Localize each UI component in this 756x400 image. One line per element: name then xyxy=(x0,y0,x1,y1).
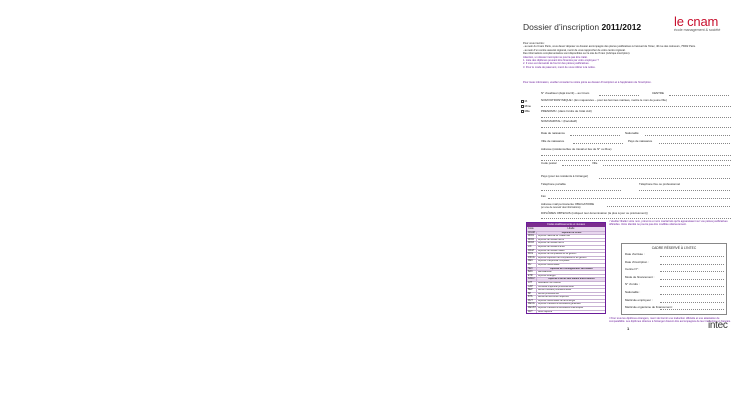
fax-label: Fax xyxy=(541,194,546,198)
birth-date-label: Date de naissance xyxy=(541,131,565,135)
table-row xyxy=(527,285,605,289)
code-cell: ETR xyxy=(527,275,537,278)
warning-line: Pour toute information, veuillez consulter la notice jointe au dossier d’inscription et à l’application de l’inscription. xyxy=(523,81,652,84)
birth-country-field[interactable] xyxy=(659,143,730,144)
reserved-field-line[interactable] xyxy=(660,286,724,287)
checkbox[interactable] xyxy=(521,110,524,113)
table-row xyxy=(527,306,605,310)
reserved-field-line[interactable] xyxy=(660,309,724,310)
label-cell: Diplôme de niveau bac+2 xyxy=(538,238,564,241)
code-cell: DEUST xyxy=(528,307,536,310)
country-field[interactable] xyxy=(599,178,730,179)
reserved-field: Date d’inscription : xyxy=(625,259,649,264)
married-name-label: NOM MARITAL ¹ (Facultatif) xyxy=(541,119,577,123)
code-cell: AUT xyxy=(527,311,537,314)
label-cell: Diplôme de comptabilité et de gestion xyxy=(538,253,577,256)
warning-text xyxy=(523,81,733,84)
code-cell: SEC xyxy=(527,268,537,271)
intec-logo: intec xyxy=(708,320,728,331)
city-field[interactable] xyxy=(603,165,730,166)
label-cell: Autre diplôme xyxy=(538,310,553,313)
postal-code-field[interactable] xyxy=(562,165,590,166)
code-cell: CAP xyxy=(527,286,537,289)
label-cell: Brevet de technicien supérieur xyxy=(538,296,570,299)
email-note: (en vue de recevoir des informations) xyxy=(541,206,581,209)
code-cell: DUT xyxy=(527,300,537,303)
intro-line: - au sein d’un centre associé régional, merci de vous rapprocher de votre centre régional. xyxy=(523,48,626,52)
reserved-field: Nationalité : xyxy=(625,290,641,294)
label-cell: Diplôme étranger xyxy=(538,274,556,277)
label-cell: Diplôme d’études universitaires scientifiques xyxy=(538,307,584,310)
intro-text xyxy=(523,42,733,69)
codes-table-header: Codes établissements et niveaux xyxy=(527,223,605,227)
reserved-field-line[interactable] xyxy=(660,302,724,303)
intro-line: Des informations complémentaires sont disponibles sur le site de l’Intec (rubrique inscription). xyxy=(523,52,631,56)
civility-label: M. xyxy=(524,99,528,103)
label-cell: Diplôme universitaire de technologie xyxy=(538,299,576,302)
birth-country-label: Pays de naissance xyxy=(628,139,653,143)
label-cell: Diplôme d’études universitaires générales xyxy=(538,303,581,306)
civility-label: Mlle xyxy=(524,109,530,113)
page-title xyxy=(523,22,641,32)
firstnames-field[interactable] xyxy=(541,117,731,118)
centre-label: CENTRE xyxy=(652,91,664,95)
label-cell: Diplôme de niveau bac+3 xyxy=(538,242,564,245)
label-cell: Certificat d’aptitude professionnelle xyxy=(538,285,574,288)
code-cell: BTS xyxy=(527,296,537,299)
table-row xyxy=(527,274,605,278)
reserved-field: Mode de financement : xyxy=(625,274,655,279)
code-cell: DAEU xyxy=(527,278,537,281)
country-label: Pays (pour les résidents à l’étranger) xyxy=(541,174,589,178)
code-cell: DEC xyxy=(527,260,537,263)
label-cell: Diplôme national de niveau bac xyxy=(538,235,571,238)
reserved-field-line[interactable] xyxy=(660,264,724,265)
address-field-2[interactable] xyxy=(541,160,731,161)
table-row xyxy=(527,245,605,249)
logo-text: le cnam xyxy=(674,14,719,29)
postal-code-label: Code postal xyxy=(541,161,557,165)
auditor-number-field[interactable] xyxy=(599,95,639,96)
work-phone-label: Téléphone fixe ou professionnel xyxy=(639,182,680,186)
mobile-phone-field[interactable] xyxy=(541,190,621,191)
firstnames-label: PRENOMS ¹ (dans l’ordre de l’état civil) xyxy=(541,109,592,113)
table-row xyxy=(527,249,605,253)
label-cell: Attestation de réussite xyxy=(538,281,561,284)
intro-line: 2. Il vous est demandé de fournir des pièces justificatives. xyxy=(523,62,590,66)
intro-line: 1. Liste des diplômes pouvant être financés par votre employeur ? xyxy=(523,59,599,63)
reserved-field-line[interactable] xyxy=(660,256,724,257)
intro-line: 3. Pour le mode de paiement, merci de vous référer à la notice. xyxy=(523,65,596,69)
table-row xyxy=(527,231,605,235)
code-cell: DEUG xyxy=(527,303,537,306)
table-row xyxy=(527,299,605,303)
code-cell: BAC xyxy=(527,271,537,274)
reserved-field-line[interactable] xyxy=(660,294,724,295)
intro-line: Pour vous inscrire : xyxy=(523,42,546,45)
codes-col-code: Code xyxy=(528,227,534,230)
civility-mr[interactable] xyxy=(521,99,528,103)
reserved-field: Centre N° : xyxy=(625,267,640,272)
title-year: 2011/2012 xyxy=(601,22,642,32)
table-row xyxy=(527,267,605,271)
label-cell: Diplôme de l’enseignement secondaire xyxy=(550,267,593,270)
checkbox[interactable] xyxy=(521,105,524,108)
code-cell: DU xyxy=(527,264,537,267)
reserved-field: Matricule employeur : xyxy=(625,297,653,302)
label-cell: Diplôme du Cnam xyxy=(561,231,582,234)
code-cell: CNAM xyxy=(527,232,537,235)
code-cell: BEP xyxy=(527,289,537,292)
label-cell: Baccalauréat xyxy=(538,271,552,274)
nationality-field[interactable] xyxy=(645,135,730,136)
code-cell: BP xyxy=(527,293,537,296)
email-field[interactable] xyxy=(607,206,730,207)
title-text: Dossier d’inscription xyxy=(523,22,600,32)
code-cell: ATT xyxy=(527,282,537,285)
fax-field[interactable] xyxy=(548,198,730,199)
civility-mrs[interactable] xyxy=(521,104,531,108)
table-row xyxy=(527,292,605,296)
table-row xyxy=(527,310,605,314)
page-number: 1 xyxy=(627,326,630,331)
label-cell: Brevet d’études professionnelles xyxy=(538,289,572,292)
code-cell: DSCG xyxy=(527,257,537,260)
table-row xyxy=(527,238,605,242)
address-label: Adresse (résidence/lieu de travail et lieu de N° ou Rue) xyxy=(541,147,612,151)
surname-field[interactable] xyxy=(541,106,731,107)
reserved-box xyxy=(621,243,727,315)
codes-table-subheader xyxy=(527,227,605,231)
nationality-label: Nationalité xyxy=(625,131,639,135)
label-cell: Diplôme de niveau licence xyxy=(538,245,565,248)
logo-subtitle: école management & société xyxy=(674,28,721,32)
note-text: ¹ Veuillez libeller votre nom, prénoms et nom marital tels qu’ils apparaissent sur vos pièces justificatives officielles. Votre identité ne pourra pas être modifiée ultérieurement. xyxy=(609,220,728,227)
married-name-field[interactable] xyxy=(541,127,731,128)
checkbox[interactable] xyxy=(521,100,524,103)
reserved-field: Matricule organisme de financement : xyxy=(625,305,674,310)
codes-table xyxy=(526,222,606,314)
label-cell: Diplôme universitaire xyxy=(538,263,560,266)
work-phone-field[interactable] xyxy=(639,190,730,191)
email-label: Adresse mail permanente OBLIGATOIRE xyxy=(541,202,595,206)
city-label: Ville xyxy=(592,161,598,165)
registration-form-page xyxy=(517,10,739,340)
diplomas-label: DIPLÔMES OBTENUS (indiquez leur dénomination (la plus à jour ou précisément)) xyxy=(541,211,648,215)
cnam-logo xyxy=(674,16,736,33)
mobile-phone-label: Téléphone portable xyxy=(541,182,566,186)
code-cell: DN01 xyxy=(527,235,537,238)
birth-date-field[interactable] xyxy=(570,135,620,136)
codes-table-body xyxy=(527,231,605,314)
code-cell: MAST xyxy=(527,250,537,253)
birth-city-label: Ville de naissance xyxy=(541,139,565,143)
surname-label: NOM PATRONYMIQUE ¹ (En majuscules – pour les femmes mariées, mettre le nom de jeune fille) xyxy=(541,98,667,102)
code-cell: DN03 xyxy=(527,242,537,245)
reserved-field: N° d’ordre : xyxy=(625,282,640,287)
reserved-field: Date d’arrivée : xyxy=(625,252,645,256)
intro-line: Attention, un dossier incomplet ne pourra pas être traité. xyxy=(523,55,588,59)
auditor-number-label: N° d’auditeur (déjà inscrit) – au Cnam xyxy=(541,91,590,95)
table-row xyxy=(527,256,605,260)
label-cell: Diplôme supérieur de comptabilité et de gestion xyxy=(538,256,587,259)
table-row xyxy=(527,281,605,285)
birth-city-field[interactable] xyxy=(573,143,623,144)
address-field[interactable] xyxy=(541,155,731,156)
label-cell: Diplôme de niveau master xyxy=(538,249,565,252)
code-cell: LIC xyxy=(527,246,537,249)
label-cell: Diplôme d’accès aux études universitaires xyxy=(548,278,595,281)
reserved-title: CADRE RÉSERVÉ À L’INTEC xyxy=(651,245,697,250)
civility-label: Mme xyxy=(524,104,532,108)
footnote-text: ² Pour tous les diplômes étrangers, merci de fournir une traduction officielle et une attestation de comparabilité. Les diplômes obtenus à l’étranger doivent être accompagnés de leur traduction en français. xyxy=(609,317,731,324)
centre-field[interactable] xyxy=(669,95,729,96)
label-cell: Brevet professionnel xyxy=(538,292,559,295)
intro-line: - au sein du Cnam Paris, vous devez déposer ce dossier accompagné des pièces justificatives à l’accueil de l’Intec, 40 rue des Jeûneurs, 75002 Paris. xyxy=(523,45,696,49)
table-row xyxy=(527,263,605,267)
civility-miss[interactable] xyxy=(521,109,530,113)
notes-block xyxy=(609,220,735,227)
codes-col-label: Libellé xyxy=(567,227,575,230)
code-cell: DN02 xyxy=(527,239,537,242)
label-cell: Diplôme d’expertise comptable xyxy=(538,260,570,263)
reserved-field-line[interactable] xyxy=(660,271,724,272)
reserved-field-line[interactable] xyxy=(660,279,724,280)
code-cell: DCG xyxy=(527,253,537,256)
diplomas-field[interactable] xyxy=(541,218,731,219)
